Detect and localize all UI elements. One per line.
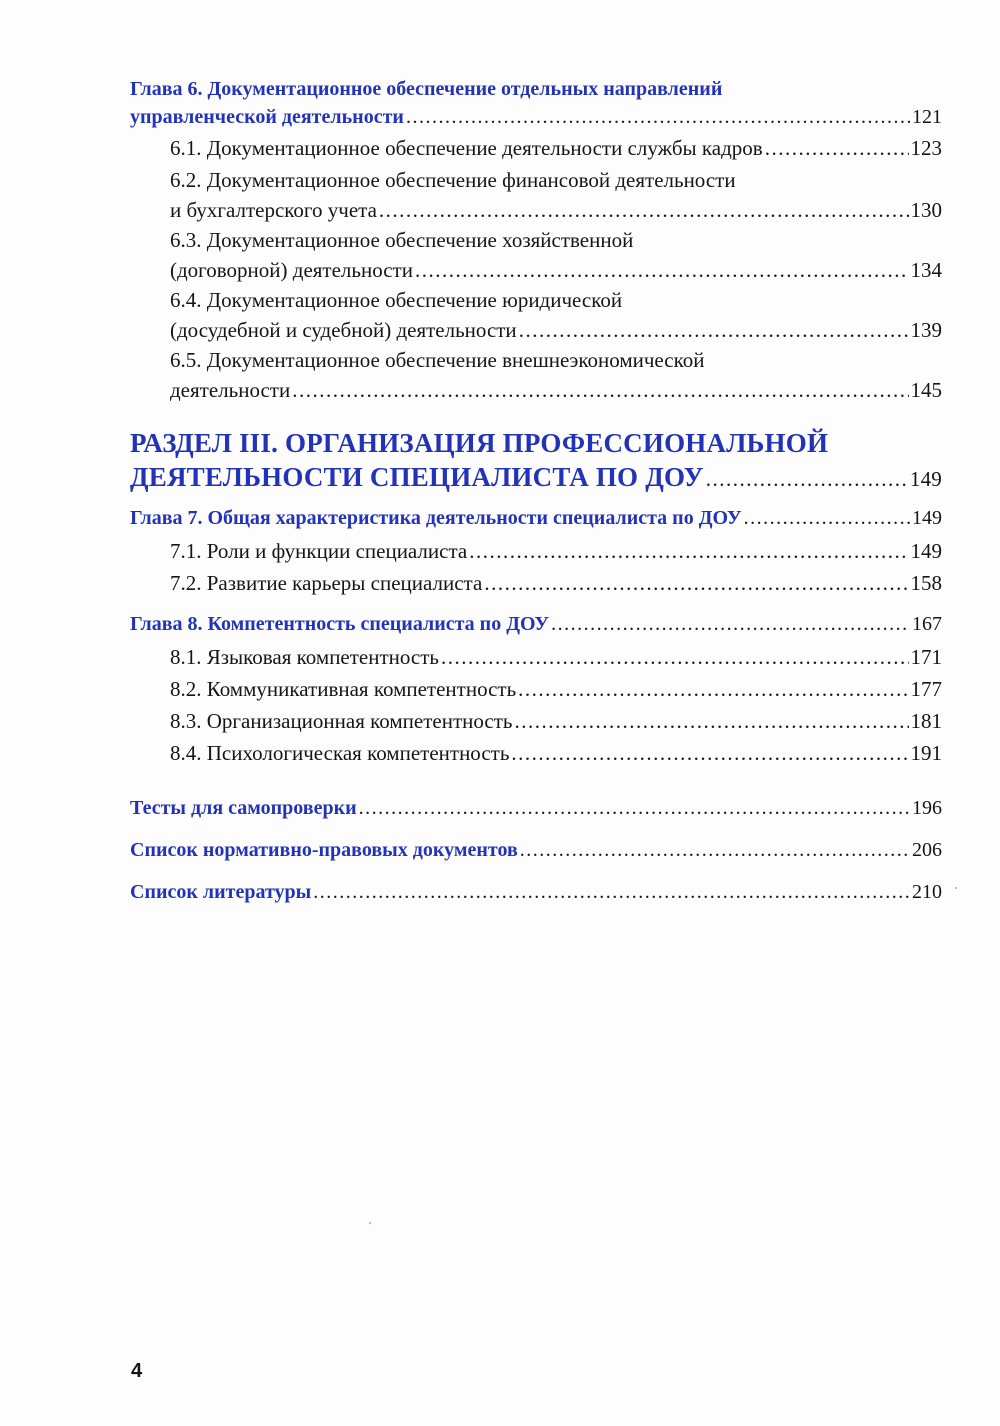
toc-section-8-3[interactable]	[170, 709, 942, 739]
leader-dots	[511, 741, 908, 766]
page-ref: 206	[912, 839, 942, 861]
leader-dots	[292, 378, 908, 403]
toc-chapter-8[interactable]	[130, 613, 942, 643]
toc-chapter-6[interactable]	[130, 78, 942, 134]
leader-dots	[359, 797, 910, 820]
toc-entry-title: РАЗДЕЛ III. ОРГАНИЗАЦИЯ ПРОФЕССИОНАЛЬНОЙ	[130, 428, 829, 458]
leader-dots	[706, 467, 908, 492]
page-number: 4	[131, 1360, 143, 1382]
toc-chapter-7[interactable]	[130, 507, 942, 537]
toc-section-8-1[interactable]	[170, 645, 942, 675]
leader-dots	[469, 539, 908, 564]
toc-entry-title: 6.2. Документационное обеспечение финансовой деятельности	[170, 168, 736, 192]
toc-section-7-1[interactable]	[170, 539, 942, 569]
toc-entry-title: Глава 8. Компетентность специалиста по ДОУ	[130, 613, 550, 635]
toc-entry-title: 6.3. Документационное обеспечение хозяйственной	[170, 228, 634, 252]
toc-entry-title: 6.4. Документационное обеспечение юридической	[170, 288, 623, 312]
page-ref: 167	[912, 613, 942, 635]
page-ref: 139	[910, 318, 942, 342]
toc-entry-title: 8.4. Психологическая компетентность	[170, 741, 510, 765]
page-ref: 145	[910, 378, 942, 402]
page-ref: 149	[910, 539, 942, 563]
toc-entry-title: 7.1. Роли и функции специалиста	[170, 539, 468, 563]
page-ref: 191	[910, 741, 942, 765]
toc-entry-title: 7.2. Развитие карьеры специалиста	[170, 571, 483, 595]
toc-section-8-4[interactable]	[170, 741, 942, 771]
toc-section-6-1[interactable]	[170, 136, 942, 166]
toc-entry-title: 8.3. Организационная компетентность	[170, 709, 513, 733]
toc-section-6-5[interactable]	[170, 348, 942, 408]
toc-entry-title: Глава 6. Документационное обеспечение отдельных направлений	[130, 78, 723, 100]
toc-entry-title: 6.5. Документационное обеспечение внешнеэкономической	[170, 348, 705, 372]
toc-entry-title-cont: (договорной) деятельности	[170, 258, 413, 282]
page-ref: 158	[910, 571, 942, 595]
toc-section-6-3[interactable]	[170, 228, 942, 288]
leader-dots	[744, 507, 910, 530]
page-ref: 177	[910, 677, 942, 701]
leader-dots	[551, 613, 910, 636]
toc-literature[interactable]	[130, 881, 942, 911]
leader-dots	[379, 198, 909, 223]
page-ref: 210	[912, 881, 942, 903]
toc-entry-title: 8.2. Коммуникативная компетентность	[170, 677, 517, 701]
leader-dots	[406, 106, 910, 129]
leader-dots	[415, 258, 909, 283]
toc-entry-title: Список нормативно-правовых документов	[130, 839, 518, 861]
leader-dots	[441, 645, 908, 670]
leader-dots	[520, 839, 910, 862]
leader-dots	[514, 709, 908, 734]
page-ref: 196	[912, 797, 942, 819]
leader-dots	[765, 136, 909, 161]
page-ref: 149	[912, 507, 942, 529]
page-ref: 149	[909, 467, 942, 491]
page-ref: 123	[910, 136, 942, 160]
toc-section-6-2[interactable]	[170, 168, 942, 228]
toc-entry-title: 6.1. Документационное обеспечение деятельности службы кадров	[170, 136, 763, 160]
page-ref: 121	[912, 106, 942, 128]
toc-entry-title: Список литературы	[130, 881, 312, 903]
toc-entry-title: Тесты для самопроверки	[130, 797, 357, 819]
page-ref: 134	[910, 258, 942, 282]
toc-section-6-4[interactable]	[170, 288, 942, 348]
leader-dots	[518, 677, 908, 702]
leader-dots	[519, 318, 909, 343]
toc-section-8-2[interactable]	[170, 677, 942, 707]
toc-part-3[interactable]	[130, 428, 942, 496]
toc-entry-title-cont: ДЕЯТЕЛЬНОСТИ СПЕЦИАЛИСТА ПО ДОУ	[130, 462, 704, 492]
toc-entry-title-cont: деятельности	[170, 378, 291, 402]
paper-speck	[369, 1222, 371, 1224]
page-ref: 130	[910, 198, 942, 222]
toc-entry-title: 8.1. Языковая компетентность	[170, 645, 440, 669]
leader-dots	[484, 571, 908, 596]
page-ref: 171	[910, 645, 942, 669]
paper-speck	[955, 887, 957, 889]
toc-normative-docs[interactable]	[130, 839, 942, 869]
toc-entry-title-cont: и бухгалтерского учета	[170, 198, 377, 222]
toc-entry-title-cont: (досудебной и судебной) деятельности	[170, 318, 517, 342]
page-ref: 181	[910, 709, 942, 733]
toc-entry-title: Глава 7. Общая характеристика деятельности специалиста по ДОУ	[130, 507, 742, 529]
toc-tests[interactable]	[130, 797, 942, 827]
leader-dots	[313, 881, 910, 904]
toc-section-7-2[interactable]	[170, 571, 942, 601]
toc-entry-title-cont: управленческой деятельности	[130, 106, 404, 128]
